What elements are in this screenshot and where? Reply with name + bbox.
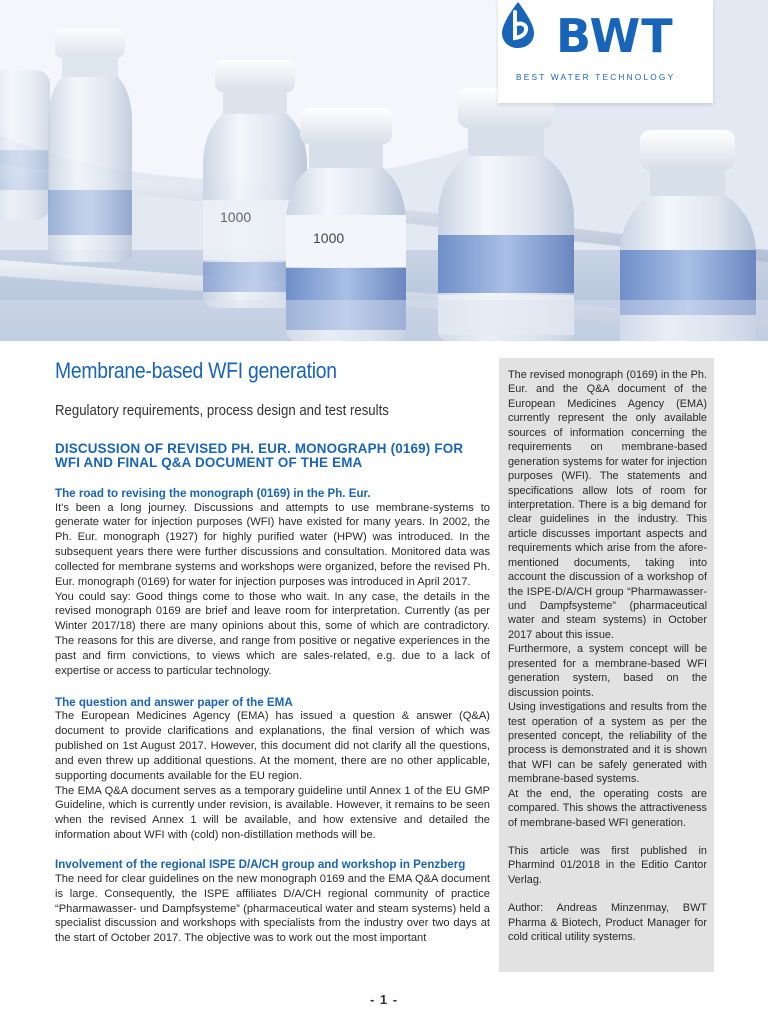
- sidebar-text: [508, 368, 707, 945]
- paragraph: Using investigations and results from the test operation of a system as per the presented concept, the reliability of the process is demonstrated and it is shown that WFI can be safely generated with membrane-based systems.: [508, 701, 707, 786]
- water-drop-icon: [498, 0, 538, 50]
- subsection-heading: The road to revising the monograph (0169) in the Ph. Eur.: [55, 486, 371, 500]
- spacer: [508, 830, 707, 844]
- abstract-sidebar: [499, 358, 714, 972]
- section-heading: DISCUSSION OF REVISED PH. EUR. MONOGRAPH (0169) FOR WFI AND FINAL Q&A DOCUMENT OF THE EMA: [55, 441, 464, 471]
- body-text: [55, 709, 490, 842]
- page-number: - 1 -: [369, 992, 399, 1007]
- paragraph: The revised monograph (0169) in the Ph. Eur. and the Q&A document of the European Medicines Agency (EMA) currently represent the only available sources of information concerning the requirements on membrane-based generation systems for water for injection purposes (WFI). The statements and specifications allow lots of room for interpretation. There is a big demand for clear guidelines in the industry. This article discusses important aspects and requirements which arise from the afore-mentioned documents, taking into account the discussion of a workshop of the ISPE-D/A/CH group “Pharmawasser- und Dampfsysteme” (pharmaceutical water and steam systems) in October 2017 about this issue.: [508, 369, 707, 641]
- paragraph: Furthermore, a system concept will be presented for a membrane-based WFI generation system, based on the discussion points.: [508, 643, 707, 699]
- subsection-heading: The question and answer paper of the EMA: [55, 695, 293, 709]
- vial-label-text: 1000: [313, 230, 345, 246]
- paragraph: At the end, the operating costs are compared. This shows the attractiveness of membrane-based WFI generation.: [508, 787, 707, 829]
- paragraph: The EMA Q&A document serves as a temporary guideline until Annex 1 of the EU GMP Guideline, which is currently under revision, is available. However, it remains to be seen when the revised Annex 1 will be available, and how extensive and detailed the information about WFI with (cold) non-distillation methods will be.: [55, 784, 490, 842]
- paragraph: The European Medicines Agency (EMA) has issued a question & answer (Q&A) document to provide clarifications and explanations, the final version of which was published on 1st August 2017. However, this document did not clarify all the questions, and even threw up additional questions. At the moment, there are no other applicable, supporting documents available for the EU region.: [55, 710, 490, 782]
- article-main-column: [55, 358, 490, 946]
- hero-photo: [0, 0, 768, 341]
- brand-wordmark: BWT: [556, 9, 674, 63]
- subsection-heading: Involvement of the regional ISPE D/A/CH group and workshop in Penzberg: [55, 857, 466, 871]
- publication-note: This article was first published in Pharmind 01/2018 in the Editio Cantor Verlag.: [508, 845, 707, 886]
- spacer: [508, 887, 707, 901]
- paragraph: You could say: Good things come to those who wait. In any case, the details in the revised monograph 0169 are brief and leave room for interpretation. Currently (as per Winter 2017/18) there are many opinions about this, some of which are contradictory. The reasons for this are diverse, and range from positive or negative experiences in the past and firm convictions, to views which are sales-related, e.g. due to a lack of expertise or access to particular technology.: [55, 590, 490, 677]
- body-text: [55, 501, 490, 679]
- brand-logo: [498, 0, 713, 103]
- page-subtitle: Regulatory requirements, process design and test results: [55, 402, 389, 420]
- page-title: Membrane-based WFI generation: [55, 358, 337, 383]
- author-note: Author: Andreas Minzenmay, BWT Pharma & Biotech, Product Manager for cold critical utility systems.: [508, 902, 707, 944]
- paragraph: It's been a long journey. Discussions and attempts to use membrane-systems to generate water for injection purposes (WFI) have existed for many years. In 2002, the Ph. Eur. monograph (1927) for highly purified water (HPW) was introduced. In the subsequent years there were further discussions and consultation. Monitored data was collected for membrane systems and workshops were organized, before the revised Ph. Eur. monograph (0169) for water for injection purposes was introduced in April 2017.: [55, 501, 490, 588]
- body-text: [55, 872, 490, 946]
- paragraph: The need for clear guidelines on the new monograph 0169 and the EMA Q&A document is large. Consequently, the ISPE affiliates D/A/CH regional community of practice “Pharmawasser- und Dampfsysteme” (pharmaceutical water and steam systems) held a specialist discussion and workshops with specialists from the industry over two days at the start of October 2017. The objective was to work out the most important: [55, 872, 490, 945]
- vial-label-text: 1000: [220, 209, 252, 225]
- brand-tagline: BEST WATER TECHNOLOGY: [516, 72, 676, 82]
